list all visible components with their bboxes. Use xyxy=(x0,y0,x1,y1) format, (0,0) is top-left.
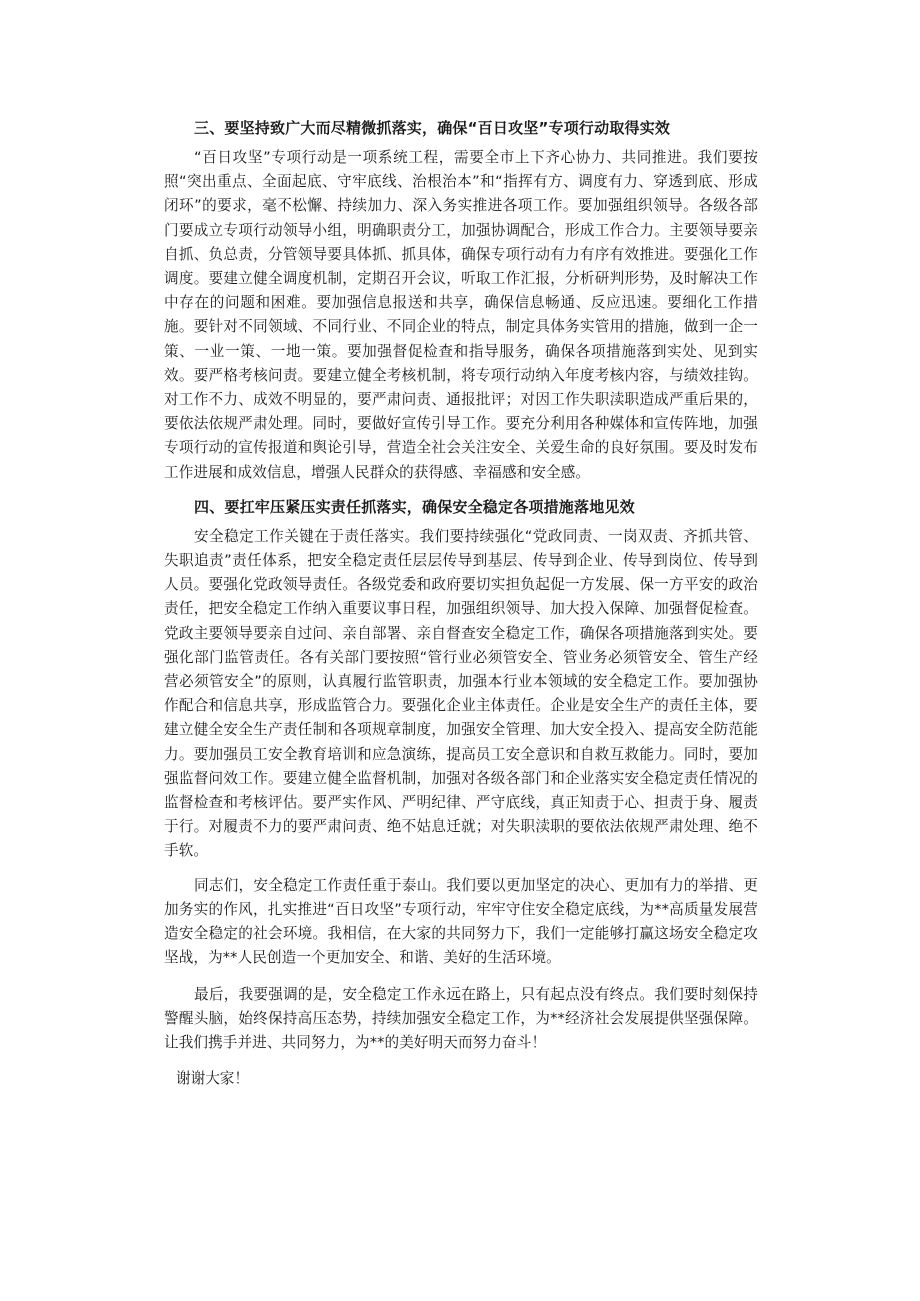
closing-thanks: 谢谢大家！ xyxy=(176,1070,249,1088)
comrades-paragraph: 同志们，安全稳定工作责任重于泰山。我们要以更加坚定的决心、更加有力的举措、更加务实的作风，扎实推进“百日攻坚”专项行动，牢牢守住安全稳定底线，为**高质量发展营造安全稳定的社会环境。我相信，在大家的共同努力下，我们一定能够打赢这场安全稳定攻坚战，为**人民创造一个更加安全、和谐、美好的生活环境。 xyxy=(164,876,758,967)
section-3-heading: 三、要坚持致广大而尽精微抓落实，确保“百日攻坚”专项行动取得实效 xyxy=(194,119,671,137)
final-paragraph: 最后，我要强调的是，安全稳定工作永远在路上，只有起点没有终点。我们要时刻保持警醒头脑，始终保持高压态势，持续加强安全稳定工作，为**经济社会发展提供坚强保障。让我们携手并进、共同努力，为**的美好明天而努力奋斗！ xyxy=(164,985,758,1051)
section-3-paragraph: “百日攻坚”专项行动是一项系统工程，需要全市上下齐心协力、共同推进。我们要按照“突出重点、全面起底、守牢底线、治根治本”和“指挥有方、调度有力、穿透到底、形成闭环”的要求，毫不松懈、持续加力、深入务实推进各项工作。要加强组织领导。各级各部门要成立专项行动领导小组，明确职责分工，加强协调配合，形成工作合力。主要领导要亲自抓、负总责，分管领导要具体抓、抓具体，确保专项行动有力有序有效推进。要强化工作调度。要建立健全调度机制，定期召开会议，听取工作汇报，分析研判形势，及时解决工作中存在的问题和困难。要加强信息报送和共享，确保信息畅通、反应迅速。要细化工作措施。要针对不同领域、不同行业、不同企业的特点，制定具体务实管用的措施，做到一企一策、一业一策、一地一策。要加强督促检查和指导服务，确保各项措施落到实处、见到实效。要严格考核问责。要建立健全考核机制，将专项行动纳入年度考核内容，与绩效挂钩。对工作不力、成效不明显的，要严肃问责、通报批评；对因工作失职渎职造成严重后果的，要依法依规严肃处理。同时，要做好宣传引导工作。要充分利用各种媒体和宣传阵地，加强专项行动的宣传报道和舆论引导，营造全社会关注安全、关爱生命的良好氛围。要及时发布工作进展和成效信息，增强人民群众的获得感、幸福感和安全感。 xyxy=(164,149,758,481)
section-4-heading: 四、要扛牢压紧压实责任抓落实，确保安全稳定各项措施落地见效 xyxy=(194,497,635,516)
document-page xyxy=(164,116,758,1091)
section-4-paragraph: 安全稳定工作关键在于责任落实。我们要持续强化“党政同责、一岗双责、齐抓共管、失职追责”责任体系，把安全稳定责任层层传导到基层、传导到企业、传导到岗位、传导到人员。要强化党政领导责任。各级党委和政府要切实担负起促一方发展、保一方平安的政治责任，把安全稳定工作纳入重要议事日程，加强组织领导、加大投入保障、加强督促检查。党政主要领导要亲自过问、亲自部署、亲自督查安全稳定工作，确保各项措施落到实处。要强化部门监管责任。各有关部门要按照“管行业必须管安全、管业务必须管安全、管生产经营必须管安全”的原则，认真履行监管职责，加强本行业本领域的安全稳定工作。要加强协作配合和信息共享，形成监管合力。要强化企业主体责任。企业是安全生产的责任主体，要建立健全安全生产责任制和各项规章制度，加强安全管理、加大安全投入、提高安全防范能力。要加强员工安全教育培训和应急演练，提高员工安全意识和自救互救能力。同时，要加强监督问效工作。要建立健全监督机制，加强对各级各部门和企业落实安全稳定责任情况的监督检查和考核评估。要严实作风、严明纪律、严守底线，真正知责于心、担责于身、履责于行。对履责不力的要严肃问责、绝不姑息迁就；对失职渎职的要依法依规严肃处理、绝不手软。 xyxy=(164,527,758,860)
